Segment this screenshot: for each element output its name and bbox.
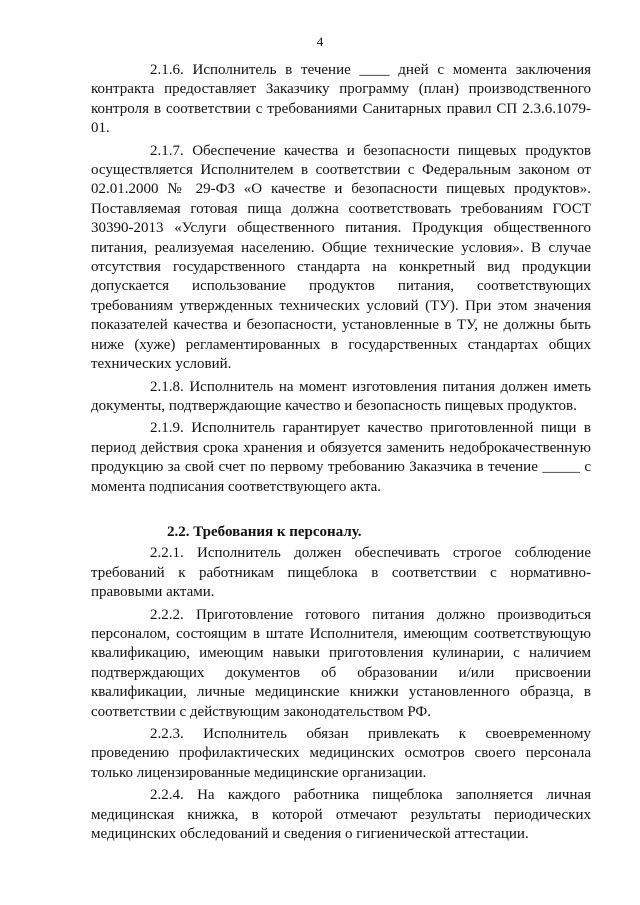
page-number: 4 (316, 34, 324, 49)
paragraph-2-2-3: 2.2.3. Исполнитель обязан привлекать к своевременному проведению профилактических медицинских осмотров своего персонала только лицензированные медицинские организации. (91, 726, 591, 781)
paragraph-2-2-4: 2.2.4. На каждого работника пищеблока заполняется личная медицинская книжка, в которой отмечают результаты периодических медицинских обследований и сведения о гигиенической аттестации. (91, 787, 591, 843)
document-body (91, 61, 591, 844)
paragraph-2-2-1: 2.2.1. Исполнитель должен обеспечивать строгое соблюдение требований к работникам пищеблока в соответствии с нормативно-правовыми актами. (91, 545, 591, 601)
paragraph-2-1-7: 2.1.7. Обеспечение качества и безопасности пищевых продуктов осуществляется Исполнителем в соответствии с Федеральным законом от 02.01.2000 № 29-ФЗ «О качестве и безопасности пищевых продуктов». Поставляемая готовая пища должна соответствовать требованиям ГОСТ 30390-2013 «Услуги общественного питания. Продукция общественного питания, реализуемая населению. Общие технические условия». В случае отсутствия государственного стандарта на конкретный вид продукции допускается использование продуктов питания, соответствующих требованиям утвержденных технических условий (ТУ). При этом значения показателей качества и безопасности, установленные в ТУ, не должны быть ниже (хуже) регламентированных в государственных стандартах общих технических условий. (91, 142, 591, 373)
section-heading: 2.2. Требования к персоналу. (167, 523, 362, 540)
paragraph-2-2-2: 2.2.2. Приготовление готового питания должно производиться персоналом, состоящим в штате Исполнителя, имеющим соответствующую квалификацию, имеющим навыки приготовления кулинарии, с наличием подтверждающих документов об образовании и/или присвоении квалификации, личные медицинские книжки установленного образца, в соответствии с действующим законодательством РФ. (91, 606, 591, 720)
paragraph-2-1-6: 2.1.6. Исполнитель в течение ____ дней с момента заключения контракта предоставляет Заказчику программу (план) производственного контроля в соответствии с требованиями Санитарных правил СП 2.3.6.1079-01. (91, 62, 591, 137)
paragraph-2-1-9: 2.1.9. Исполнитель гарантирует качество приготовленной пищи в период действия срока хранения и обязуется заменить недоброкачественную продукцию за свой счет по первому требованию Заказчика в течение _____ с момента подписания соответствующего акта. (91, 420, 591, 495)
paragraph-2-1-8: 2.1.8. Исполнитель на момент изготовления питания должен иметь документы, подтверждающие качество и безопасность пищевых продуктов. (91, 378, 591, 414)
